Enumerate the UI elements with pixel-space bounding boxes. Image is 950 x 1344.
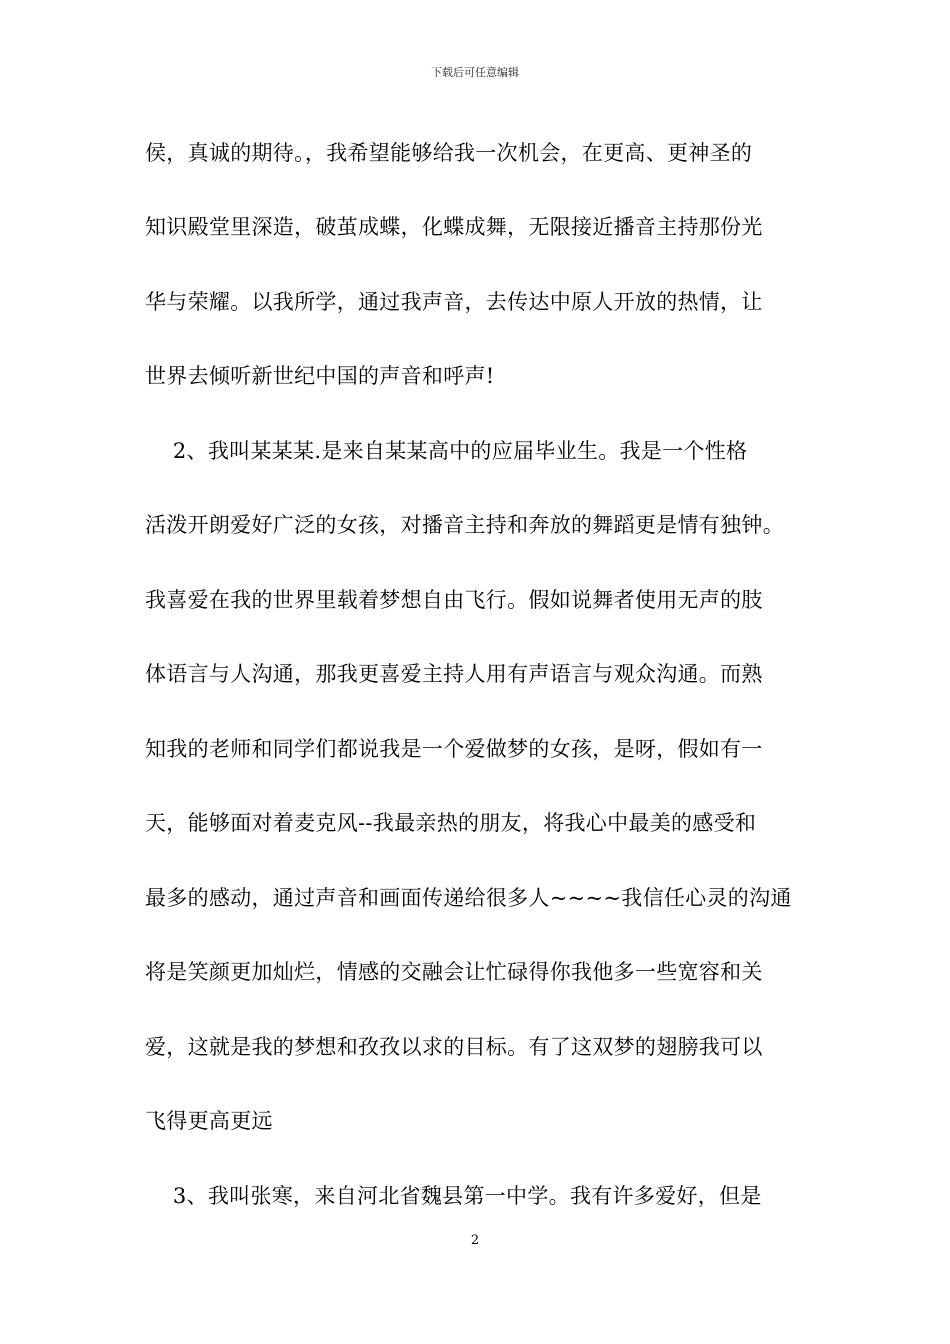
page-number: 2 <box>470 1233 480 1248</box>
body-line: 2、我叫某某某.是来自某某高中的应届毕业生。我是一个性格 <box>145 439 748 463</box>
body-line: 飞得更高更远 <box>145 1109 273 1133</box>
body-line: 知我的老师和同学们都说我是一个爱做梦的女孩，是呀，假如有一 <box>145 737 763 761</box>
body-line: 华与荣耀。以我所学，通过我声音，去传达中原人开放的热情，让 <box>145 290 763 314</box>
body-line: 天，能够面对着麦克风--我最亲热的朋友，将我心中最美的感受和 <box>145 811 757 835</box>
body-line: 爱，这就是我的梦想和孜孜以求的目标。有了这双梦的翅膀我可以 <box>145 1035 763 1059</box>
body-line: 体语言与人沟通，那我更喜爱主持人用有声语言与观众沟通。而熟 <box>145 662 763 686</box>
body-line: 将是笑颜更加灿烂，情感的交融会让忙碌得你我他多一些宽容和关 <box>145 960 763 984</box>
body-line: 知识殿堂里深造，破茧成蝶，化蝶成舞，无限接近播音主持那份光 <box>145 215 763 239</box>
body-line: 我喜爱在我的世界里载着梦想自由飞行。假如说舞者使用无声的肢 <box>145 588 763 612</box>
body-line: 最多的感动，通过声音和画面传递给很多人~~~~我信任心灵的沟通 <box>145 886 792 910</box>
body-line: 活泼开朗爱好广泛的女孩，对播音主持和奔放的舞蹈更是情有独钟。 <box>145 513 784 537</box>
body-line: 3、我叫张寒，来自河北省魏县第一中学。我有许多爱好，但是 <box>145 1184 762 1208</box>
body-line: 侯，真诚的期待。，我希望能够给我一次机会，在更高、更神圣的 <box>145 141 753 165</box>
body-line: 世界去倾听新世纪中国的声音和呼声! <box>145 364 495 388</box>
page-header: 下载后可任意编辑 <box>431 66 519 79</box>
